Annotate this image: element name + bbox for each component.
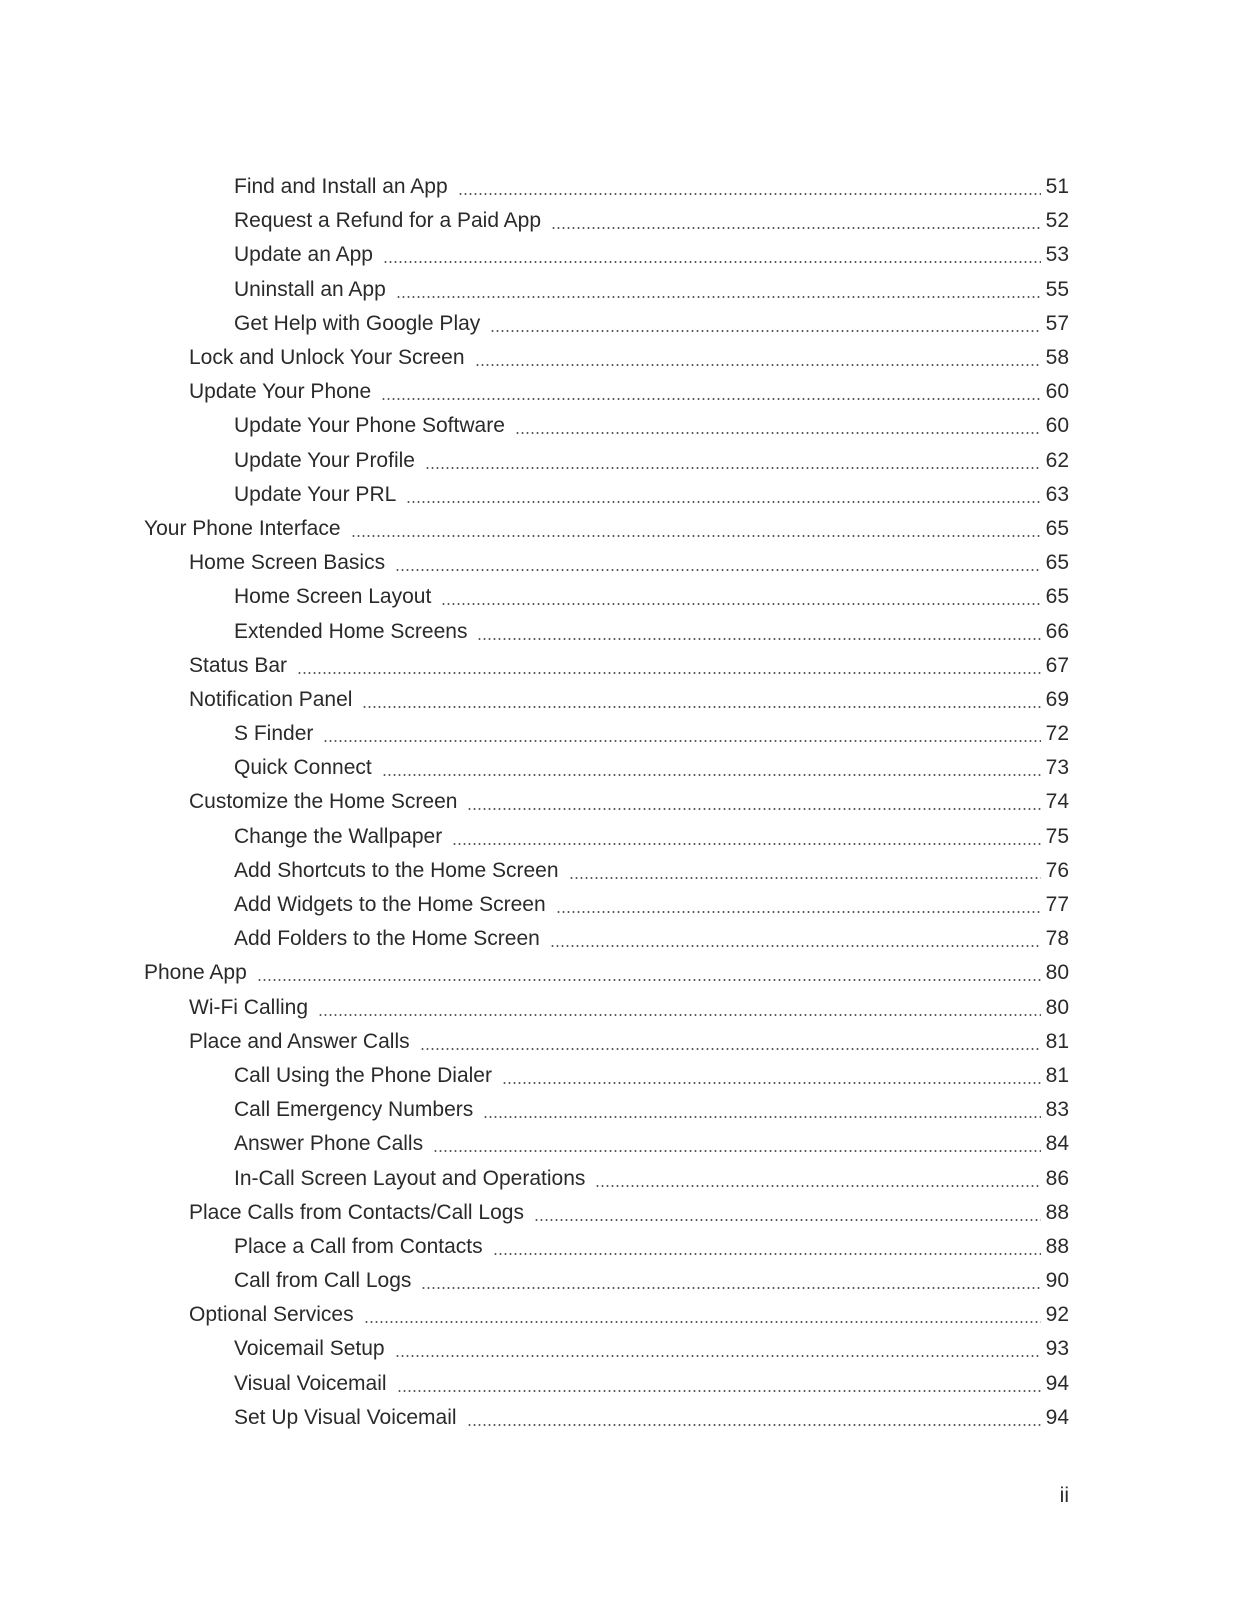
toc-entry[interactable] bbox=[0, 478, 1237, 512]
toc-entry[interactable] bbox=[0, 1230, 1237, 1264]
toc-entry-title: Lock and Unlock Your Screen bbox=[189, 346, 465, 370]
dot-leader bbox=[550, 945, 1041, 947]
toc-entry-page: 65 bbox=[1045, 516, 1069, 540]
toc-entry[interactable] bbox=[0, 341, 1237, 375]
toc-entry-title: Uninstall an App bbox=[234, 277, 386, 301]
dot-leader bbox=[467, 808, 1041, 810]
toc-entry[interactable] bbox=[0, 1332, 1237, 1366]
toc-entry[interactable] bbox=[0, 820, 1237, 854]
toc-entry[interactable] bbox=[0, 204, 1237, 238]
toc-entry-page: 92 bbox=[1045, 1303, 1069, 1327]
toc-entry-title: Quick Connect bbox=[234, 756, 372, 780]
toc-entry-title: Add Widgets to the Home Screen bbox=[234, 893, 546, 917]
toc-entry-title: Update Your PRL bbox=[234, 482, 397, 506]
toc-entry[interactable] bbox=[0, 580, 1237, 614]
toc-entry[interactable] bbox=[0, 1161, 1237, 1195]
dot-leader bbox=[467, 1424, 1041, 1426]
dot-leader bbox=[421, 1287, 1041, 1289]
toc-entry[interactable] bbox=[0, 1093, 1237, 1127]
toc-entry-title: In-Call Screen Layout and Operations bbox=[234, 1166, 586, 1190]
toc-entry-title: Update Your Profile bbox=[234, 448, 415, 472]
toc-entry-title: Extended Home Screens bbox=[234, 619, 468, 643]
page-number: ii bbox=[1059, 1484, 1069, 1507]
dot-leader bbox=[490, 330, 1041, 332]
toc-entry[interactable] bbox=[0, 888, 1237, 922]
dot-leader bbox=[441, 603, 1041, 605]
dot-leader bbox=[493, 1253, 1041, 1255]
dot-leader bbox=[458, 193, 1041, 195]
dot-leader bbox=[381, 398, 1041, 400]
toc-entry-title: Customize the Home Screen bbox=[189, 790, 458, 814]
toc-entry-title: Update Your Phone bbox=[189, 380, 372, 404]
dot-leader bbox=[318, 1014, 1041, 1016]
dot-leader bbox=[323, 740, 1041, 742]
toc-entry-page: 93 bbox=[1045, 1337, 1069, 1361]
toc-entry-page: 72 bbox=[1045, 722, 1069, 746]
toc-entry-title: Home Screen Layout bbox=[234, 585, 432, 609]
toc-entry-page: 53 bbox=[1045, 243, 1069, 267]
dot-leader bbox=[595, 1185, 1041, 1187]
toc-entry[interactable] bbox=[0, 785, 1237, 819]
toc-entry-page: 76 bbox=[1045, 858, 1069, 882]
toc-entry-page: 86 bbox=[1045, 1166, 1069, 1190]
dot-leader bbox=[425, 467, 1041, 469]
toc-entry-page: 77 bbox=[1045, 893, 1069, 917]
toc-entry-title: Place and Answer Calls bbox=[189, 1029, 410, 1053]
toc-entry-title: Your Phone Interface bbox=[144, 516, 341, 540]
toc-entry[interactable] bbox=[0, 1196, 1237, 1230]
toc-entry[interactable] bbox=[0, 273, 1237, 307]
dot-leader bbox=[475, 364, 1041, 366]
toc-entry[interactable] bbox=[0, 546, 1237, 580]
dot-leader bbox=[362, 706, 1041, 708]
toc-entry[interactable] bbox=[0, 991, 1237, 1025]
toc-entry-title: Add Shortcuts to the Home Screen bbox=[234, 858, 559, 882]
toc-entry-title: Home Screen Basics bbox=[189, 551, 386, 575]
toc-entry-page: 58 bbox=[1045, 346, 1069, 370]
toc-entry-page: 80 bbox=[1045, 995, 1069, 1019]
toc-entry-page: 84 bbox=[1045, 1132, 1069, 1156]
toc-entry[interactable] bbox=[0, 512, 1237, 546]
toc-entry-title: Notification Panel bbox=[189, 687, 353, 711]
toc-entry-page: 57 bbox=[1045, 311, 1069, 335]
dot-leader bbox=[396, 296, 1041, 298]
toc-entry[interactable] bbox=[0, 375, 1237, 409]
dot-leader bbox=[569, 877, 1041, 879]
toc-entry-title: Update an App bbox=[234, 243, 373, 267]
toc-entry[interactable] bbox=[0, 307, 1237, 341]
toc-entry-title: Optional Services bbox=[189, 1303, 354, 1327]
dot-leader bbox=[502, 1082, 1041, 1084]
toc-entry[interactable] bbox=[0, 1401, 1237, 1435]
toc-entry[interactable] bbox=[0, 1059, 1237, 1093]
toc-entry[interactable] bbox=[0, 1127, 1237, 1161]
toc-entry-page: 65 bbox=[1045, 585, 1069, 609]
toc-entry-title: Answer Phone Calls bbox=[234, 1132, 424, 1156]
toc-entry-title: Place a Call from Contacts bbox=[234, 1234, 483, 1258]
dot-leader bbox=[515, 432, 1041, 434]
toc-entry-page: 83 bbox=[1045, 1098, 1069, 1122]
toc-entry-page: 73 bbox=[1045, 756, 1069, 780]
toc-entry-page: 63 bbox=[1045, 482, 1069, 506]
toc-entry-title: Phone App bbox=[144, 961, 247, 985]
dot-leader bbox=[257, 979, 1041, 981]
dot-leader bbox=[383, 261, 1041, 263]
toc-entry[interactable] bbox=[0, 444, 1237, 478]
toc-entry-page: 62 bbox=[1045, 448, 1069, 472]
toc-entry-page: 67 bbox=[1045, 653, 1069, 677]
dot-leader bbox=[406, 501, 1041, 503]
toc-entry-page: 78 bbox=[1045, 927, 1069, 951]
dot-leader bbox=[483, 1116, 1041, 1118]
toc-entry-title: Call from Call Logs bbox=[234, 1269, 412, 1293]
toc-entry-page: 75 bbox=[1045, 824, 1069, 848]
dot-leader bbox=[534, 1219, 1041, 1221]
toc-entry[interactable] bbox=[0, 751, 1237, 785]
toc-entry-page: 90 bbox=[1045, 1269, 1069, 1293]
toc-entry-page: 81 bbox=[1045, 1029, 1069, 1053]
toc-entry-title: Request a Refund for a Paid App bbox=[234, 209, 542, 233]
toc-entry-page: 66 bbox=[1045, 619, 1069, 643]
toc-entry-title: Call Using the Phone Dialer bbox=[234, 1063, 492, 1087]
toc-entry-page: 65 bbox=[1045, 551, 1069, 575]
toc-entry[interactable] bbox=[0, 409, 1237, 443]
dot-leader bbox=[351, 535, 1041, 537]
toc-entry-page: 60 bbox=[1045, 380, 1069, 404]
toc-entry-page: 55 bbox=[1045, 277, 1069, 301]
toc-entry[interactable] bbox=[0, 1298, 1237, 1332]
dot-leader bbox=[297, 672, 1041, 674]
toc-entry-page: 88 bbox=[1045, 1200, 1069, 1224]
toc-entry-page: 60 bbox=[1045, 414, 1069, 438]
toc-entry-title: Add Folders to the Home Screen bbox=[234, 927, 540, 951]
table-of-contents bbox=[0, 170, 1237, 1435]
dot-leader bbox=[382, 774, 1041, 776]
toc-entry-page: 51 bbox=[1045, 175, 1069, 199]
toc-entry[interactable] bbox=[0, 922, 1237, 956]
toc-entry-page: 81 bbox=[1045, 1063, 1069, 1087]
dot-leader bbox=[477, 638, 1041, 640]
toc-entry[interactable] bbox=[0, 170, 1237, 204]
dot-leader bbox=[556, 911, 1041, 913]
toc-entry-page: 80 bbox=[1045, 961, 1069, 985]
toc-entry[interactable] bbox=[0, 1367, 1237, 1401]
toc-entry[interactable] bbox=[0, 717, 1237, 751]
dot-leader bbox=[397, 1390, 1041, 1392]
toc-entry-title: Change the Wallpaper bbox=[234, 824, 443, 848]
toc-entry-page: 94 bbox=[1045, 1371, 1069, 1395]
toc-entry[interactable] bbox=[0, 956, 1237, 990]
toc-entry-page: 94 bbox=[1045, 1405, 1069, 1429]
toc-entry-page: 52 bbox=[1045, 209, 1069, 233]
toc-entry-page: 88 bbox=[1045, 1234, 1069, 1258]
toc-entry-title: Visual Voicemail bbox=[234, 1371, 387, 1395]
toc-entry[interactable] bbox=[0, 238, 1237, 272]
dot-leader bbox=[420, 1048, 1041, 1050]
toc-entry-title: Place Calls from Contacts/Call Logs bbox=[189, 1200, 524, 1224]
toc-entry-title: Set Up Visual Voicemail bbox=[234, 1405, 457, 1429]
toc-entry[interactable] bbox=[0, 614, 1237, 648]
dot-leader bbox=[433, 1150, 1041, 1152]
dot-leader bbox=[395, 1355, 1041, 1357]
toc-entry-title: S Finder bbox=[234, 722, 314, 746]
toc-entry[interactable] bbox=[0, 683, 1237, 717]
dot-leader bbox=[452, 843, 1041, 845]
toc-entry[interactable] bbox=[0, 1025, 1237, 1059]
toc-entry-page: 69 bbox=[1045, 687, 1069, 711]
toc-entry-title: Update Your Phone Software bbox=[234, 414, 505, 438]
toc-entry[interactable] bbox=[0, 649, 1237, 683]
toc-entry-title: Find and Install an App bbox=[234, 175, 448, 199]
toc-entry-title: Get Help with Google Play bbox=[234, 311, 481, 335]
dot-leader bbox=[364, 1321, 1041, 1323]
toc-entry[interactable] bbox=[0, 1264, 1237, 1298]
toc-entry-title: Status Bar bbox=[189, 653, 288, 677]
toc-entry[interactable] bbox=[0, 854, 1237, 888]
toc-entry-page: 74 bbox=[1045, 790, 1069, 814]
toc-entry-title: Voicemail Setup bbox=[234, 1337, 385, 1361]
dot-leader bbox=[395, 569, 1041, 571]
toc-entry-title: Wi-Fi Calling bbox=[189, 995, 309, 1019]
toc-entry-title: Call Emergency Numbers bbox=[234, 1098, 474, 1122]
dot-leader bbox=[551, 227, 1041, 229]
